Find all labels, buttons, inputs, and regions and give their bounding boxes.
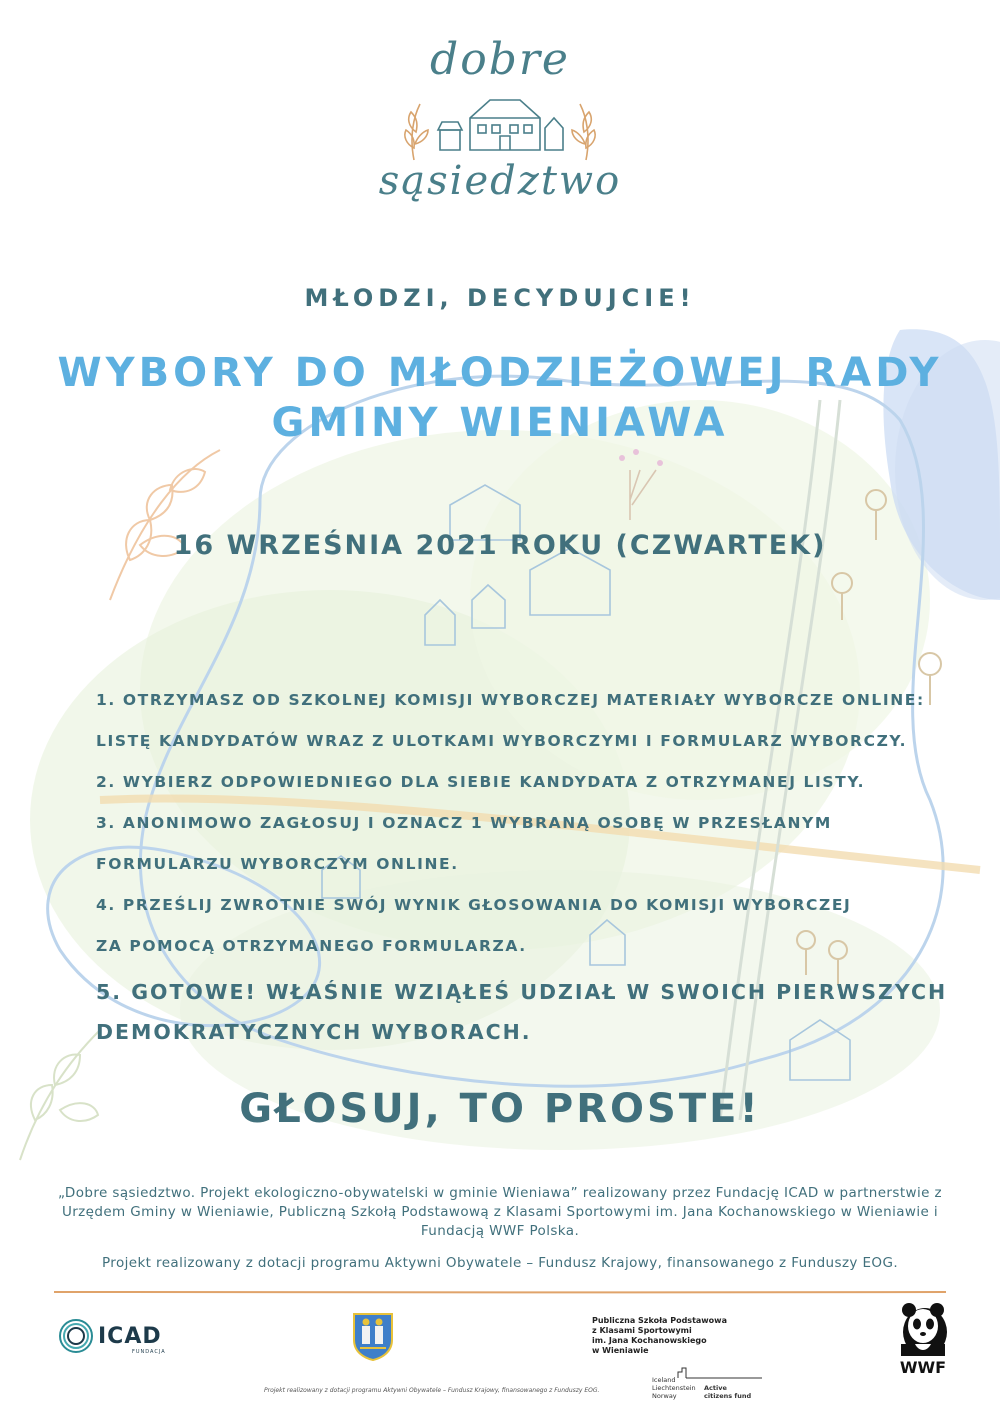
icad-sublabel: FUNDACJA	[132, 1349, 166, 1355]
dobre-sasiedztwo-logo	[370, 20, 630, 220]
active-citizens-label	[704, 1385, 751, 1400]
wwf-label: WWF	[899, 1358, 947, 1377]
icad-logo	[58, 1318, 178, 1358]
step-1-line-b: LISTĘ KANDYDATÓW WRAZ Z ULOTKAMI WYBORCZYMI I FORMULARZ WYBORCZY.	[96, 732, 908, 750]
subtitle: MŁODZI, DECYDUJCIE!	[304, 284, 696, 312]
active-citizens-line-1: Active	[704, 1384, 727, 1392]
step-5-line-b: DEMOKRATYCZNYCH WYBORACH.	[96, 1020, 532, 1044]
school-logo-text	[592, 1316, 732, 1356]
step-4-line-a: 4. PRZEŚLIJ ZWROTNIE SWÓJ WYNIK GŁOSOWANIA DO KOMISJI WYBORCZEJ	[96, 896, 852, 914]
wieniawa-crest-icon	[352, 1312, 394, 1362]
panda-icon	[895, 1300, 951, 1358]
divider-line	[54, 1290, 946, 1294]
funding-note: Projekt realizowany z dotacji programu Aktywni Obywatele – Fundusz Krajowy, finansowanego z Funduszy EOG.	[101, 1255, 899, 1271]
school-line-4: w Wieniawie	[592, 1346, 649, 1355]
school-line-2: z Klasami Sportowymi	[592, 1326, 692, 1335]
eea-countries	[652, 1376, 696, 1400]
school-line-3: im. Jana Kochanowskiego	[592, 1336, 707, 1345]
step-3-line-a: 3. ANONIMOWO ZAGŁOSUJ I OZNACZ 1 WYBRANĄ OSOBĘ W PRZESŁANYM	[96, 814, 832, 832]
step-1-line-a: 1. OTRZYMASZ OD SZKOLNEJ KOMISJI WYBORCZEJ MATERIAŁY WYBORCZE ONLINE:	[96, 691, 925, 709]
logo-word-sasiedztwo: sąsiedztwo	[378, 158, 622, 204]
wwf-logo	[895, 1300, 951, 1380]
bottom-funding-note: Projekt realizowany z dotacji programu Aktywni Obywatele – Fundusz Krajowy, finansowanego z Funduszy EOG.	[264, 1387, 600, 1394]
logo-word-dobre: dobre	[430, 34, 570, 85]
step-5-line-a: 5. GOTOWE! WŁAŚNIE WZIĄŁEŚ UDZIAŁ W SWOICH PIERWSZYCH	[96, 980, 948, 1004]
eea-grants-logo	[652, 1366, 762, 1404]
active-citizens-line-2: citizens fund	[704, 1391, 752, 1400]
school-line-1: Publiczna Szkoła Podstawowa	[592, 1316, 727, 1325]
eea-country-3: Norway	[652, 1392, 677, 1400]
step-3-line-b: FORMULARZU WYBORCZYM ONLINE.	[96, 855, 459, 873]
eea-country-1: Iceland	[652, 1376, 676, 1384]
page-title	[0, 348, 1000, 448]
eea-country-2: Liechtenstein	[652, 1384, 696, 1392]
steps-list	[96, 685, 976, 1052]
icad-label: ICAD	[98, 1324, 162, 1349]
election-date: 16 WRZEŚNIA 2021 ROKU (CZWARTEK)	[173, 530, 827, 561]
icad-rings-icon	[58, 1318, 94, 1354]
step-4-line-b: ZA POMOCĄ OTRZYMANEGO FORMULARZA.	[96, 937, 527, 955]
call-to-action: GŁOSUJ, TO PROSTE!	[239, 1086, 761, 1132]
title-line-1: WYBORY DO MŁODZIEŻOWEJ RADY	[57, 350, 943, 396]
project-description: „Dobre sąsiedztwo. Projekt ekologiczno-obywatelski w gminie Wieniawa” realizowany przez Fundację ICAD w partnerstwie z Urzędem Gminy w Wieniawie, Publiczną Szkołą Podstawową z Klasami Sportowymi im. Jana Kochanowskiego w Wieniawie i Fundacją WWF Polska.	[58, 1185, 942, 1239]
step-2: 2. WYBIERZ ODPOWIEDNIEGO DLA SIEBIE KANDYDATA Z OTRZYMANEJ LISTY.	[96, 773, 866, 791]
title-line-2: GMINY WIENIAWA	[271, 400, 729, 446]
